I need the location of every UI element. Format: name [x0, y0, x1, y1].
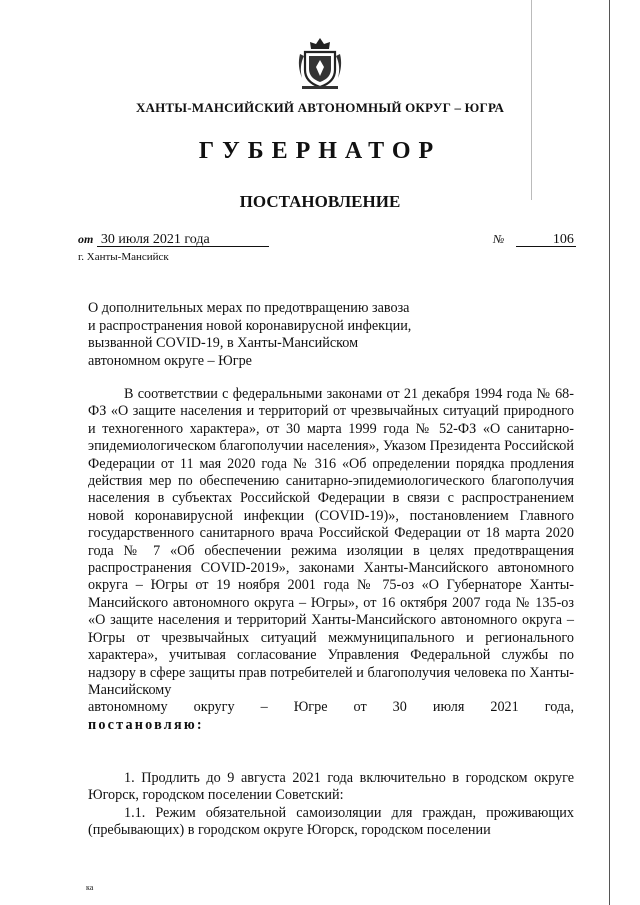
scan-margin-line	[609, 0, 610, 905]
number-sign: №	[493, 232, 505, 246]
footer-initials: ка	[86, 883, 94, 892]
decree-items	[88, 770, 574, 840]
preamble-text: В соответствии с федеральными законами от 21 декабря 1994 года № 68-ФЗ «О защите населения и территорий от чрезвычайных ситуаций природного и техногенного характера», от 30 марта 1999 года № 52-ФЗ «О санитарно-эпидемиологическом благополучии населения», Указом Президента Российской Федерации от 11 мая 2020 года № 316 «Об определении порядка продления действия мер по обеспечению санитарно-эпидемиологического благополучия населения в субъектах Российской Федерации в связи с распространением новой коронавирусной инфекции (COVID-19)», постановлением Главного государственного санитарного врача Российской Федерации от 18 марта 2020 года № 7 «Об обеспечении режима изоляции в целях предотвращения распространения COVID-2019», законами Ханты-Мансийского автономного округа – Югры от 19 ноября 2001 года № 75-оз «О Губернаторе Ханты-Мансийского автономного округа – Югры», от 16 октября 2007 года № 135-оз «О защите населения и территорий Ханты-Мансийского автономного округа – Югры от чрезвычайных ситуаций межмуниципального и регионального характера», учитывая согласование Управления Федеральной службы по надзору в сфере защиты прав потребителей и благополучия человека по Ханты-Мансийскому	[88, 386, 574, 698]
document-type: ПОСТАНОВЛЕНИЕ	[239, 192, 401, 211]
date-row	[78, 232, 269, 248]
document-date: 30 июля 2021 года	[97, 233, 269, 247]
item-1-1: 1.1. Режим обязательной самоизоляции для граждан, проживающих (пребывающих) в городском округе Югорск, городском поселении	[88, 804, 574, 839]
authority-title: ГУБЕРНАТОР	[198, 138, 442, 164]
number-row	[493, 232, 576, 248]
preamble	[88, 386, 574, 734]
resolve-word: постановляю:	[88, 716, 204, 733]
coat-of-arms-emblem	[296, 36, 344, 90]
document-number: 106	[516, 233, 576, 247]
document-subject: О дополнительных мерах по предотвращению завоза и распространения новой коронавирусной инфекции, вызванной COVID-19, в Ханты-Мансийском автономном округе – Югре	[88, 300, 412, 369]
item-1: 1. Продлить до 9 августа 2021 года включительно в городском округе Югорск, городском поселении Советский:	[88, 770, 574, 804]
region-name: ХАНТЫ-МАНСИЙСКИЙ АВТОНОМНЫЙ ОКРУГ – ЮГРА	[135, 100, 505, 115]
city-name: г. Ханты-Мансийск	[78, 251, 169, 263]
date-prefix: от	[78, 232, 94, 246]
preamble-tail: автономному округу – Югре от 30 июля 2021 года,	[88, 699, 574, 716]
